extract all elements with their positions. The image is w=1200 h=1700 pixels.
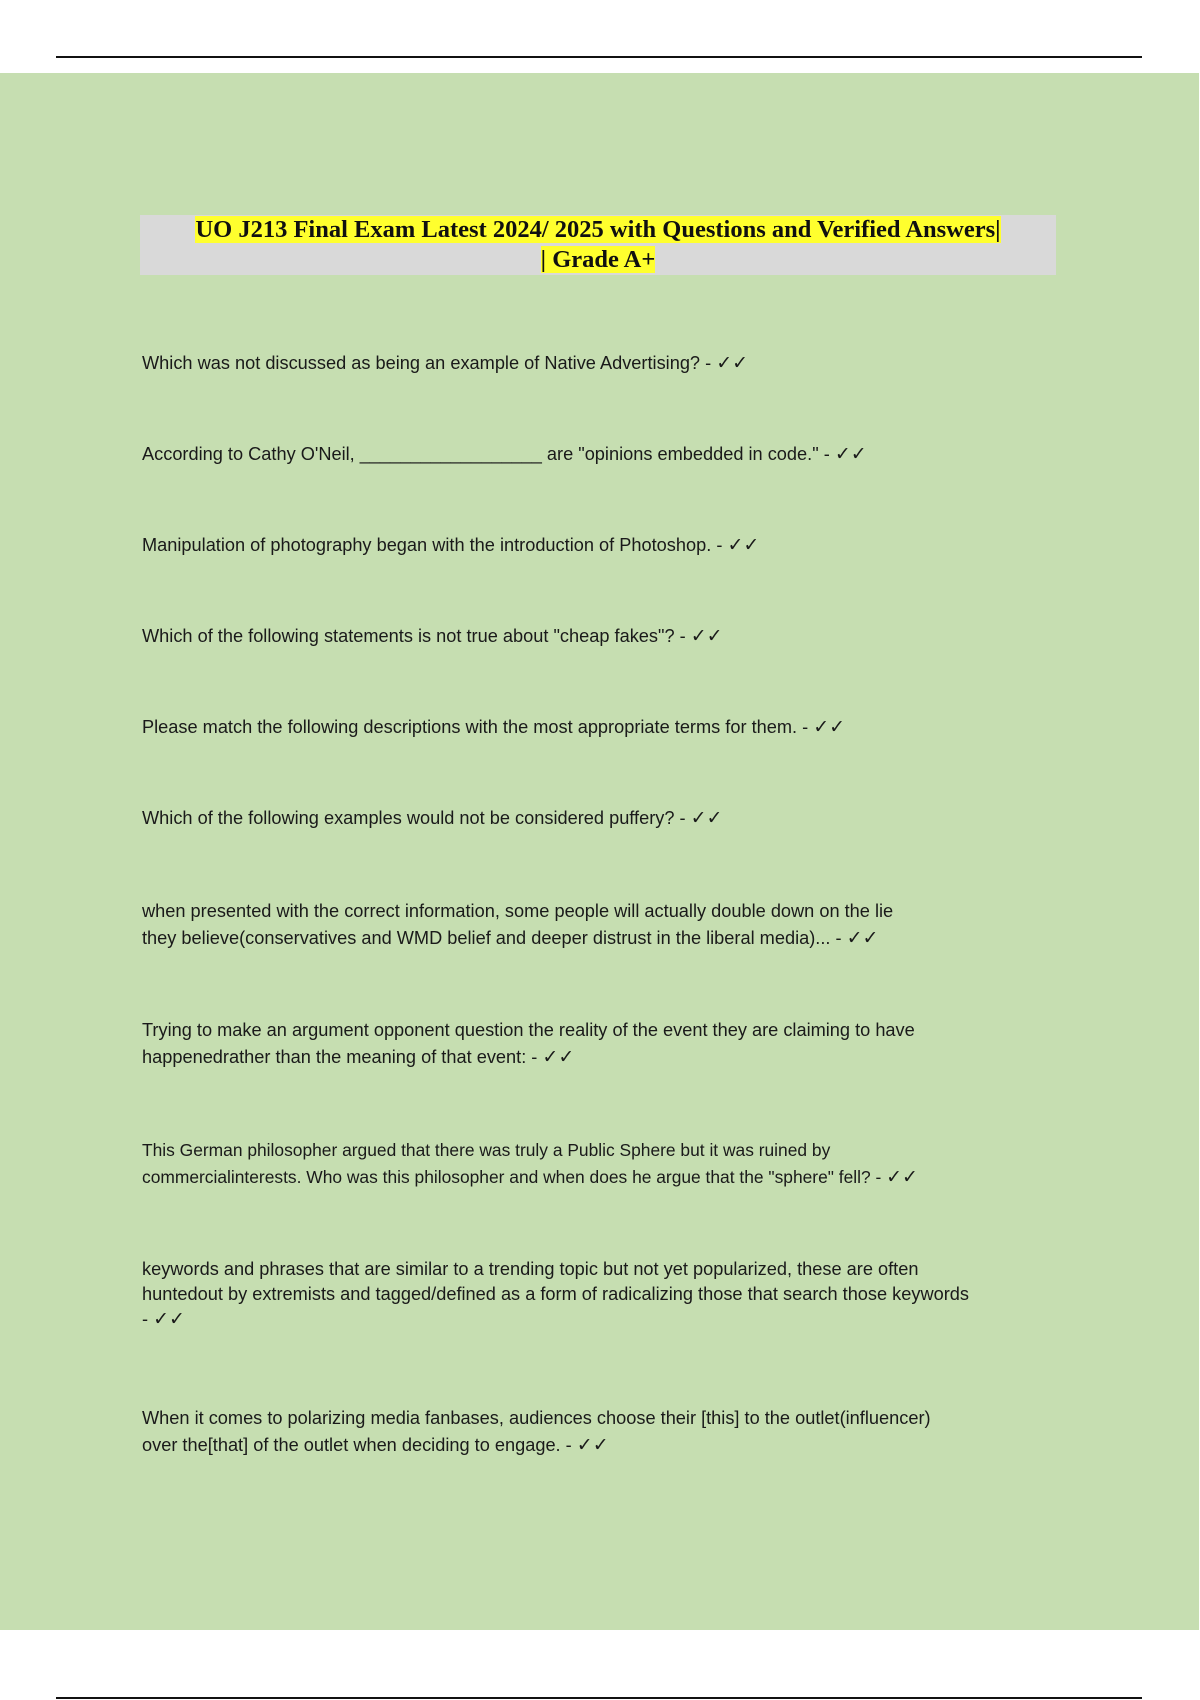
list-item (142, 1257, 1062, 1332)
list-item (142, 898, 1062, 952)
separator: - (560, 1435, 577, 1455)
question-text: This German philosopher argued that there was truly a Public Sphere but it was ruined by commercialinterests. Who was this philosopher and when does he argue that the "sphere" fell? (142, 1140, 871, 1187)
question-text: Please match the following descriptions with the most appropriate terms for them. (142, 717, 798, 737)
separator: - (526, 1047, 543, 1067)
question-text: When it comes to polarizing media fanbases, audiences choose their [this] to the outlet(influencer) over the[that] of the outlet when deciding to engage. (142, 1408, 931, 1455)
title-text-1: UO J213 Final Exam Latest 2024/ 2025 with Questions and Verified Answers| (195, 216, 1001, 243)
list-item (142, 350, 1062, 377)
double-check-icon: ✓✓ (690, 625, 723, 647)
question-text: According to Cathy O'Neil, __________________ are "opinions embedded in code." (142, 444, 819, 464)
question-text: Which of the following statements is not true about "cheap fakes"? (142, 626, 675, 646)
double-check-icon: ✓✓ (576, 1434, 609, 1456)
list-item (142, 441, 1062, 468)
separator: - (700, 353, 717, 373)
double-check-icon: ✓✓ (153, 1308, 185, 1330)
double-check-icon: ✓✓ (716, 352, 749, 374)
title-line-2 (140, 245, 1056, 275)
list-item (142, 714, 1062, 741)
double-check-icon: ✓✓ (727, 534, 760, 556)
list-item (142, 623, 1062, 650)
question-text: Manipulation of photography began with the introduction of Photoshop. (142, 535, 712, 555)
question-text: Which was not discussed as being an example of Native Advertising? (142, 353, 701, 373)
document-page (0, 73, 1199, 1630)
title-text-2: | Grade A+ (540, 246, 656, 273)
double-check-icon: ✓✓ (542, 1046, 575, 1068)
separator: - (674, 626, 691, 646)
list-item (142, 1405, 1062, 1459)
separator: - (674, 808, 691, 828)
list-item (142, 1017, 1062, 1071)
double-check-icon: ✓✓ (886, 1166, 918, 1188)
separator: - (830, 928, 847, 948)
list-item (142, 805, 1062, 832)
document-title (140, 215, 1056, 275)
title-line-1 (140, 215, 1056, 245)
separator: - (870, 1167, 887, 1187)
top-rule (56, 56, 1142, 58)
separator: - (797, 717, 814, 737)
question-text: when presented with the correct information, some people will actually double down on the lie they believe(conservatives and WMD belief and deeper distrust in the liberal media)... (142, 901, 894, 948)
list-item (142, 532, 1062, 559)
list-item (142, 1137, 1062, 1191)
double-check-icon: ✓✓ (813, 716, 846, 738)
bottom-rule (56, 1697, 1142, 1699)
double-check-icon: ✓✓ (834, 443, 867, 465)
question-text: keywords and phrases that are similar to a trending topic but not yet popularized, these are often huntedout by extremists and tagged/defined as a form of radicalizing those that search those keywords (142, 1259, 969, 1304)
double-check-icon: ✓✓ (690, 807, 723, 829)
separator: - (711, 535, 728, 555)
question-text: Trying to make an argument opponent question the reality of the event they are claiming to have happenedrather than the meaning of that event: (142, 1020, 915, 1067)
question-text: Which of the following examples would not be considered puffery? (142, 808, 675, 828)
separator: - (818, 444, 835, 464)
separator: - (142, 1309, 154, 1329)
double-check-icon: ✓✓ (846, 927, 879, 949)
